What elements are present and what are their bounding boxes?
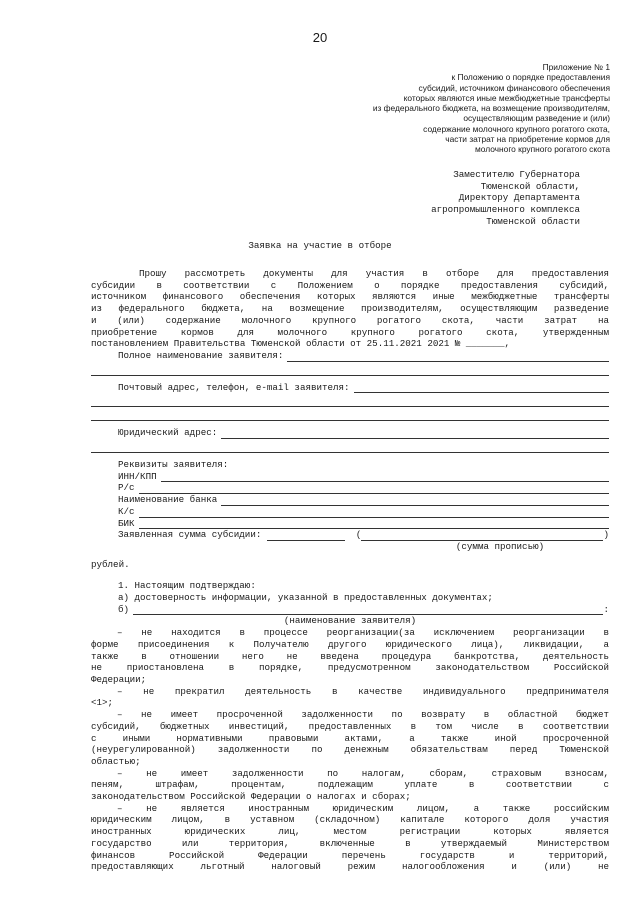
confirm-b-colon: : [603,603,609,615]
appendix-line: к Положению о порядке предоставления [451,72,610,83]
bank-input-line[interactable] [221,496,609,506]
inn-field[interactable] [91,471,609,483]
confirm-item-line: не приостановлена в порядке, предусмотренном законодательством Российской [91,662,609,674]
rubles-label: рублей. [91,558,130,570]
intro-line: постановлением Правительства Тюменской области от 25.11.2021 2021 № _______, [91,338,511,350]
appendix-line: молочного крупного рогатого скота [474,144,610,155]
requisites-label: Реквизиты заявителя: [118,459,229,471]
full-name-field[interactable] [91,350,609,362]
appendix-line: из федерального бюджета, на возмещение производителям, [372,103,610,114]
rs-label: Р/с [118,482,135,494]
bik-input-line[interactable] [139,519,609,529]
confirm-heading [91,580,609,592]
confirm-item-line: с иными нормативными правовыми актами, а также иной просроченной [91,732,609,744]
appendix-note [310,62,610,155]
confirm-item-line: Федерации; [91,673,147,685]
confirm-item-line: также в отношении него не введена процедура банкротства, деятельность [91,650,609,662]
postal-extra-line[interactable] [91,410,609,421]
confirm-b-label: б) [118,603,130,615]
confirm-a-text: а) достоверность информации, указанной в предоставленных документах; [118,592,493,604]
intro-line: из федерального бюджета, на возмещение производителям, осуществляющим разведение [91,303,609,315]
full-name-input-line[interactable] [287,352,609,362]
ks-field[interactable] [91,506,609,518]
ks-input-line[interactable] [139,508,609,518]
amount-label: Заявленная сумма субсидии: [118,529,262,541]
addressee-block [431,169,580,228]
appendix-line: которых являются иные межбюджетные трансферты [403,92,610,103]
confirm-item [91,709,609,768]
confirm-item-line: предоставляющих льготный налоговый режим налогообложения и (или) не [91,861,609,873]
application-body [91,268,609,873]
appendix-line: содержание молочного крупного рогатого скота, [423,123,610,134]
confirm-item-line: финансов Российской Федерации перечень государств и территорий, [91,849,609,861]
confirm-item-line: областью; [91,755,141,767]
confirm-item [91,627,609,686]
bik-label: БИК [118,517,135,529]
confirm-item-line: пеням, штрафам, процентам, подлежащим уплате в соответствии с [91,779,609,791]
amount-field[interactable]: Заявленная сумма субсидии: ( ) [118,529,609,541]
addressee-line: агропромышленного комплекса [431,204,580,216]
bik-field[interactable] [91,518,609,530]
confirm-item-line: законодательством Российской Федерации о налогах и сборах; [91,791,411,803]
appendix-line: части затрат на приобретение кормов для [445,134,610,145]
intro-line: и (или) содержание молочного крупного рогатого скота, части затрат на [91,314,609,326]
confirm-item-line: – не прекратил деятельность в качестве индивидуального предпринимателя [117,685,609,697]
legal-address-field[interactable] [91,427,609,439]
confirm-heading-text: 1. Настоящим подтверждаю: [118,580,256,592]
full-name-extra-line[interactable] [91,365,609,376]
confirm-item-line: – не находится в процессе реорганизации(за исключением реорганизации в [117,627,609,639]
legal-address-label: Юридический адрес: [118,427,218,439]
confirm-item-line: (неурегулированной) задолженности по денежным обязательствам перед Тюменской [91,744,609,756]
applicant-name-input-line[interactable] [133,605,603,615]
document-title: Заявка на участие в отборе [248,240,392,251]
intro-line: приобретение кормов для молочного крупного рогатого скота, утвержденным [91,326,609,338]
bank-field[interactable] [91,494,609,506]
postal-extra-line[interactable] [91,396,609,407]
confirm-item-line: форме присоединения к Получателю другого юридического лица), ликвидации, а [91,638,609,650]
appendix-line: субсидий, источником финансового обеспечения [418,82,610,93]
postal-label: Почтовый адрес, телефон, e-mail заявителя: [118,381,350,393]
appendix-line: Приложение № 1 [542,62,610,72]
confirm-item-line: – не имеет задолженности по налогам, сборам, страховым взносам, [117,767,609,779]
inn-label: ИНН/КПП [118,470,157,482]
rs-field[interactable] [91,482,609,494]
confirm-item [91,803,609,873]
confirm-a [91,592,609,604]
requisites-heading [91,459,609,471]
amount-words-caption: (сумма прописью) [455,540,545,552]
confirm-item [91,768,609,803]
rs-input-line[interactable] [139,484,609,494]
intro-line: источником финансового обеспечения которых являются иные межбюджетные трансферты [91,291,609,303]
confirm-b[interactable] [91,604,609,616]
postal-input-line[interactable] [354,383,609,393]
confirm-item-line: – не имеет просроченной задолженности по возврату в областной бюджет [117,709,609,721]
addressee-line: Директору Департамента [458,192,580,204]
amount-input-line[interactable] [267,531,345,541]
confirm-item [91,686,609,709]
postal-field[interactable] [91,382,609,394]
amount-words-input-line[interactable] [361,531,603,541]
ks-label: К/с [118,505,135,517]
confirm-item-line: <1>; [91,697,114,709]
appendix-line: осуществляющим разведение и (или) [463,113,610,124]
page-number: 20 [312,30,328,45]
inn-input-line[interactable] [161,472,609,482]
full-name-label: Полное наименование заявителя: [118,349,284,361]
confirm-item-line: юридическим лицом, в уставном (складочном) капитале которого доля участия [91,814,609,826]
intro-line: Прошу рассмотреть документы для участия в отборе для предоставления [139,268,609,279]
bank-label: Наименование банка [118,494,218,506]
addressee-line: Тюменской области, [480,180,580,192]
confirm-item-line: государство или территория, включенные в утверждаемый Министерством [91,837,609,849]
addressee-line: Тюменской области [486,215,580,227]
intro-line: субсидии в соответствии с Положением о порядке предоставления субсидий, [91,279,609,291]
confirm-item-line: иностранных юридических лиц, местом регистрации которых является [91,826,609,838]
legal-address-input-line[interactable] [221,429,609,439]
confirm-item-line: – не является иностранным юридическим лицом, а также российским [117,802,609,814]
legal-address-extra-line[interactable] [91,442,609,453]
confirm-item-line: субсидий, бюджетных инвестиций, предоставленных в том числе в соответствии [91,720,609,732]
addressee-line: Заместителю Губернатора [453,169,580,180]
applicant-name-caption: (наименование заявителя) [283,615,417,627]
